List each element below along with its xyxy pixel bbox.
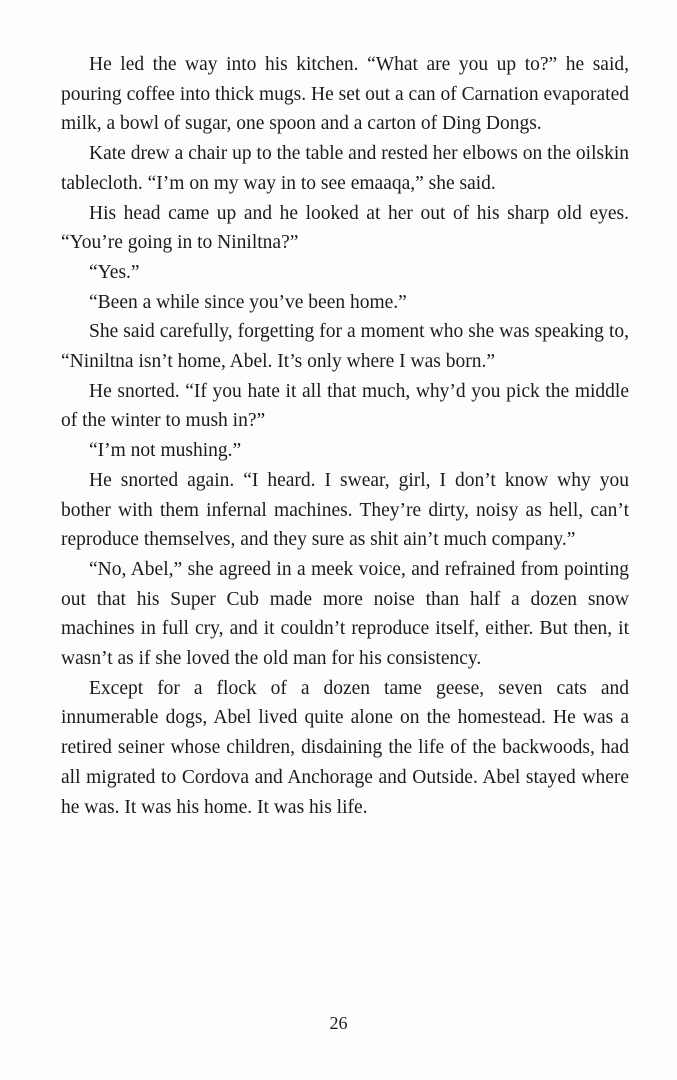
paragraph-6: She said carefully, forgetting for a moment who she was speaking to, “Niniltna isn’t home, Abel. It’s only where I was born.” <box>61 321 629 373</box>
paragraph-10: “No, Abel,” she agreed in a meek voice, and refrained from pointing out that his Super Cub made more noise than half a dozen snow machines in full cry, and it couldn’t reproduce itself, either. But then, it wasn’t as if she loved the old man for his consistency. <box>61 558 629 670</box>
paragraph-3: His head came up and he looked at her out of his sharp old eyes. “You’re going in to Niniltna?” <box>61 202 629 254</box>
paragraph-11: Except for a flock of a dozen tame geese, seven cats and innumerable dogs, Abel lived quite alone on the homestead. He was a retired seiner whose children, disdaining the life of the backwoods, had all migrated to Cordova and Anchorage and Outside. Abel stayed where he was. It was his home. It was his life. <box>61 677 629 818</box>
paragraph-5: “Been a while since you’ve been home.” <box>89 291 407 313</box>
paragraph-9: He snorted again. “I heard. I swear, girl, I don’t know why you bother with them infernal machines. They’re dirty, noisy as hell, can’t reproduce themselves, and they sure as shit ain’t much company.” <box>61 469 629 551</box>
paragraph-2: Kate drew a chair up to the table and rested her elbows on the oilskin tablecloth. “I’m on my way in to see emaaqa,” she said. <box>61 143 629 194</box>
paragraph-1: He led the way into his kitchen. “What are you up to?” he said, pouring coffee into thick mugs. He set out a can of Carnation evaporated milk, a bowl of sugar, one spoon and a carton of Ding Dongs. <box>61 54 629 135</box>
paragraph-8: “I’m not mushing.” <box>89 440 242 462</box>
page-number: 26 <box>329 1013 348 1033</box>
body-text <box>61 50 629 822</box>
paragraph-7: He snorted. “If you hate it all that much, why’d you pick the middle of the winter to mush in?” <box>61 380 629 432</box>
paragraph-4: “Yes.” <box>89 261 140 283</box>
